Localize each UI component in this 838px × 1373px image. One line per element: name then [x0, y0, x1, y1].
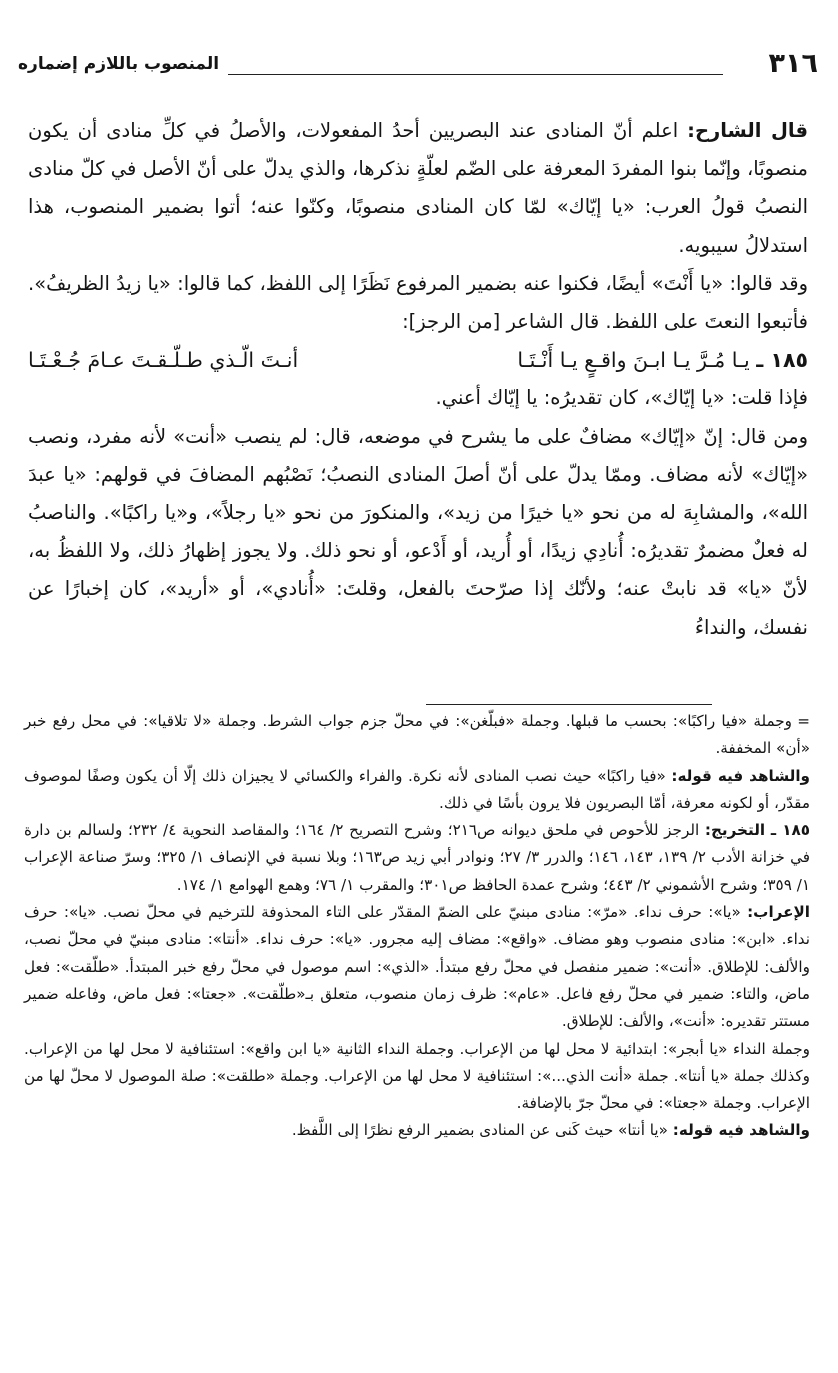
footnotes	[24, 708, 810, 1145]
footnote-continued	[24, 708, 810, 763]
footnote-lead: الإعراب:	[747, 903, 810, 922]
paragraph-text: اعلم أنّ المنادى عند البصريين أحدُ المفعولات، والأصلُ في كلِّ منادى أن يكون منصوبًا، وإنّما بنوا المفردَ المعرفة على الضّم لعلّةٍ نذكرها، والذي يدلّ على أنّ الأصل في كلّ منادى النصبُ قولُ العرب: «يا إيّاك» لمّا كان المنادى منصوبًا، وكنّوا عنه؛ أتوا بضمير المنصوب، هذا استدلالُ سيبويه.	[28, 119, 808, 257]
paragraph-ya-iyyaka: فإذا قلت: «يا إيّاك»، كان تقديرُه: يا إيّاك أعني.	[435, 386, 808, 410]
paragraph-lead: قال الشارح:	[687, 119, 808, 142]
header-rule	[228, 74, 723, 75]
page-number: ٣١٦	[768, 48, 818, 79]
verse-hemistich-2: أنـتَ الّـذي طـلّـقـتَ عـامَ جُـعْـتَـا	[28, 348, 299, 373]
footnote-text: «يا أنتا» حيث كَنى عن المنادى بضمير الرفع نظرًا إلى اللَّفظ.	[291, 1121, 673, 1140]
page-header	[18, 48, 818, 86]
footnote-witness-185	[24, 1117, 810, 1144]
verse-number: ١٨٥ ـ	[756, 348, 808, 373]
verse-first-part	[517, 341, 808, 379]
footnote-text: الرجز للأحوص في ملحق ديوانه ص٢١٦؛ وشرح التصريح ٢/ ١٦٤؛ والمقاصد النحوية ٤/ ٢٣٢؛ ولسالم بن دارة في خزانة الأدب ٢/ ١٣٩، ١٤٣، ١٤٦؛ والدرر ٣/ ٢٧؛ ونوادر أبي زيد ص١٦٣؛ وبلا نسبة في الإنصاف ١/ ٣٢٥؛ وسرّ صناعة الإعراب ١/ ٣٥٩؛ وشرح الأشموني ٢/ ٤٤٣؛ وشرح عمدة الحافظ ص٣٠١؛ والمقرب ١/ ٧٦؛ وهمع الهوامع ١/ ١٧٤.	[24, 821, 810, 894]
verse-185	[28, 341, 808, 379]
continuation-marker: =	[797, 712, 810, 730]
footnote-lead: والشاهد فيه قوله:	[672, 1121, 810, 1140]
footnote-lead: التخريج:	[704, 821, 766, 840]
main-text	[28, 112, 808, 647]
footnote-separator	[426, 704, 712, 705]
footnote-text: «فيا راكبًا» حيث نصب المنادى لأنه نكرة. والفراء والكسائي لا يجيزان ذلك إلّا أن يكون وصفًا لموصوف مقدّر، أو لكونه معرفة، أمّا البصريون فلا يرون بأسًا في ذلك.	[24, 766, 810, 812]
footnote-185-takhrij	[24, 817, 810, 899]
footnote-lead: والشاهد فيه قوله:	[671, 766, 810, 785]
footnote-text: «يا»: حرف نداء. «مرّ»: منادى مبنيّ على الضمّ المقدّر على التاء المحذوفة للترخيم في محلّ نصب. «يا»: حرف نداء. «ابن»: منادى منصوب وهو مضاف. «واقع»: مضاف إليه مجرور. «يا»: حرف نداء. «أنتا»: منادى مبنيّ في محلّ نصب، والألف: للإطلاق. «أنت»: ضمير منفصل في محلّ رفع مبتدأ. «الذي»: اسم موصول في محلّ رفع خبر المبتدأ. «طلّقت»: فعل ماض، والتاء: ضمير في محلّ رفع فاعل. «عام»: ظرف زمان منصوب، متعلق بـ«طلّقت». «جعتا»: فعل ماض، وفاعله ضمير مستتر تقديره: «أنت»، والألف: للإطلاق.	[24, 903, 810, 1031]
paragraph-mudaf: ومن قال: إنّ «إيّاك» مضافٌ على ما يشرح في موضعه، قال: لم ينصب «أنت» لأنه مفرد، ونصب «إيّاك» لأنه مضاف. وممّا يدلّ على أنّ أصلَ المنادى النصبُ؛ نَصْبُهم المضافَ في قولهم: «يا عبدَ الله»، والمشابِهَ له من نحو «يا خيرًا من زيد»، والمنكورَ من نحو «يا رجلاً»، و«يا راكبًا». والناصبُ له فعلٌ مضمرٌ تقديرُه: أُنادِي زيدًا، أو أُريد، أو أَدْعو، أو نحو ذلك. ولا يجوز إظهارُ ذلك، ولا اللفظُ به، لأنّ «يا» قد نابتْ عنه؛ ولأنّك إذا صرّحتَ بالفعل، وقلتَ: «أُنادي»، أو «أريد»، كان إخبارًا عن نفسك، والنداءُ	[28, 424, 808, 639]
footnote-irab	[24, 899, 810, 1035]
footnote-number: ١٨٥ ـ	[770, 821, 810, 840]
footnote-sentences: وجملة النداء «يا أبجر»: ابتدائية لا محل لها من الإعراب. وجملة النداء الثانية «يا ابن واقع»: استئنافية لا محل لها من الإعراب. وكذلك جملة «يا أنتا». جملة «أنت الذي...»: استئنافية لا محل لها من الإعراب. وجملة «طلقت»: صلة الموصول لا محلّ لها من الإعراب. وجملة «جعتا»: في محلّ جرّ بالإضافة.	[24, 1039, 810, 1113]
footnote-text: وجملة «فيا راكبًا»: بحسب ما قبلها. وجملة «فبلّغن»: في محلّ جزم جواب الشرط. وجملة «لا تلاقيا»: في محل رفع خبر «أن» المخففة.	[24, 712, 810, 758]
verse-hemistich-1: يـا مُـرَّ يـا ابـنَ واقـعٍ يـا أَنْـتَـا	[517, 348, 750, 373]
running-title: المنصوب باللازم إضماره	[18, 54, 220, 74]
paragraph-ya-anta: وقد قالوا: «يا أَنْتَ» أيضًا، فكنوا عنه بضمير المرفوع نَظَرًا إلى اللفظ، كما قالوا: «يا زيدُ الظريفُ». فأتبعوا النعتَ على اللفظ. قال الشاعر [من الرجز]:	[28, 271, 808, 334]
footnote-witness	[24, 763, 810, 818]
paragraph-commentator	[28, 112, 808, 265]
